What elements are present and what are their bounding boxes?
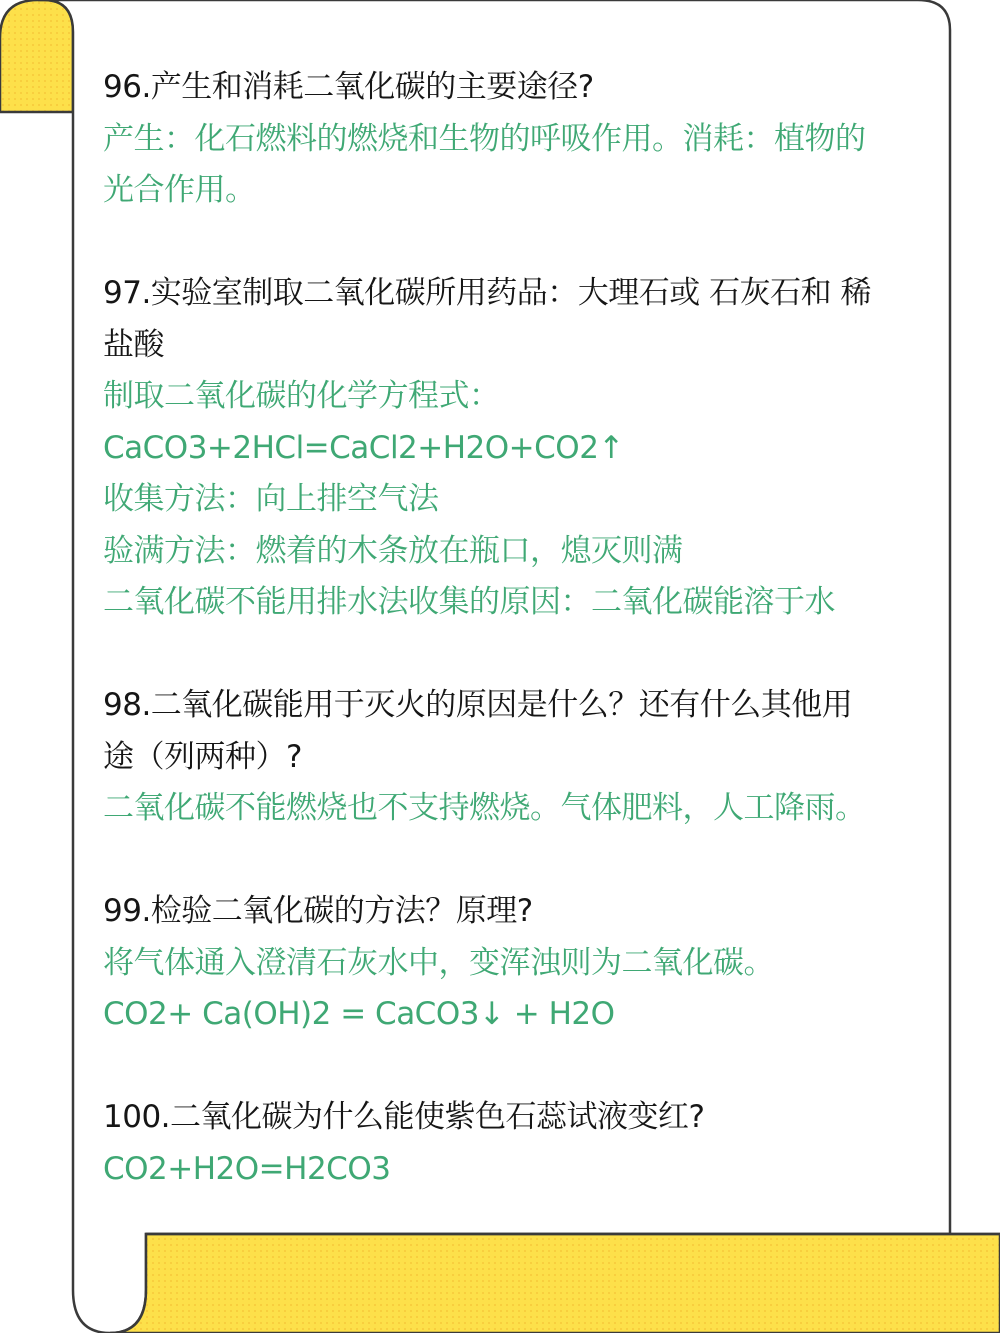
answer-line: CaCO3+2HCl=CaCl2+H2O+CO2↑ <box>103 429 624 466</box>
answer-line: 光合作用。 <box>103 172 256 208</box>
answer-line: CO2+H2O=H2CO3 <box>103 1150 391 1187</box>
answer-line: 将气体通入澄清石灰水中，变浑浊则为二氧化碳。 <box>103 944 774 981</box>
question-line: 97.实验室制取二氧化碳所用药品：大理石或 石灰石和 稀 <box>103 275 872 311</box>
answer-line: 产生：化石燃料的燃烧和生物的呼吸作用。消耗：植物的 <box>103 120 866 157</box>
answer-line: 验满方法：燃着的木条放在瓶口，熄灭则满 <box>103 532 683 569</box>
question-line: 100.二氧化碳为什么能使紫色石蕊试液变红? <box>103 1099 705 1135</box>
answer-line: 收集方法：向上排空气法 <box>103 481 439 517</box>
spacer <box>103 835 938 887</box>
question-line: 96.产生和消耗二氧化碳的主要途径? <box>103 69 594 105</box>
question-line: 99.检验二氧化碳的方法？原理? <box>103 893 533 929</box>
answer-line: CO2+ Ca(OH)2 = CaCO3↓ + H2O <box>103 996 615 1032</box>
scroll-top-curl <box>0 0 73 112</box>
question-line: 盐酸 <box>103 326 164 363</box>
question-line: 途（列两种）? <box>103 738 302 775</box>
answer-line: 制取二氧化碳的化学方程式： <box>103 378 500 414</box>
notes-content <box>103 62 938 1195</box>
spacer <box>103 1041 938 1093</box>
spacer <box>103 217 938 269</box>
question-line: 98.二氧化碳能用于灭火的原因是什么？还有什么其他用 <box>103 687 853 723</box>
answer-line: 二氧化碳不能用排水法收集的原因：二氧化碳能溶于水 <box>103 584 835 620</box>
answer-line: 二氧化碳不能燃烧也不支持燃烧。气体肥料，人工降雨。 <box>103 790 866 826</box>
spacer <box>103 629 938 681</box>
scroll-bottom-roll <box>110 1234 1000 1333</box>
